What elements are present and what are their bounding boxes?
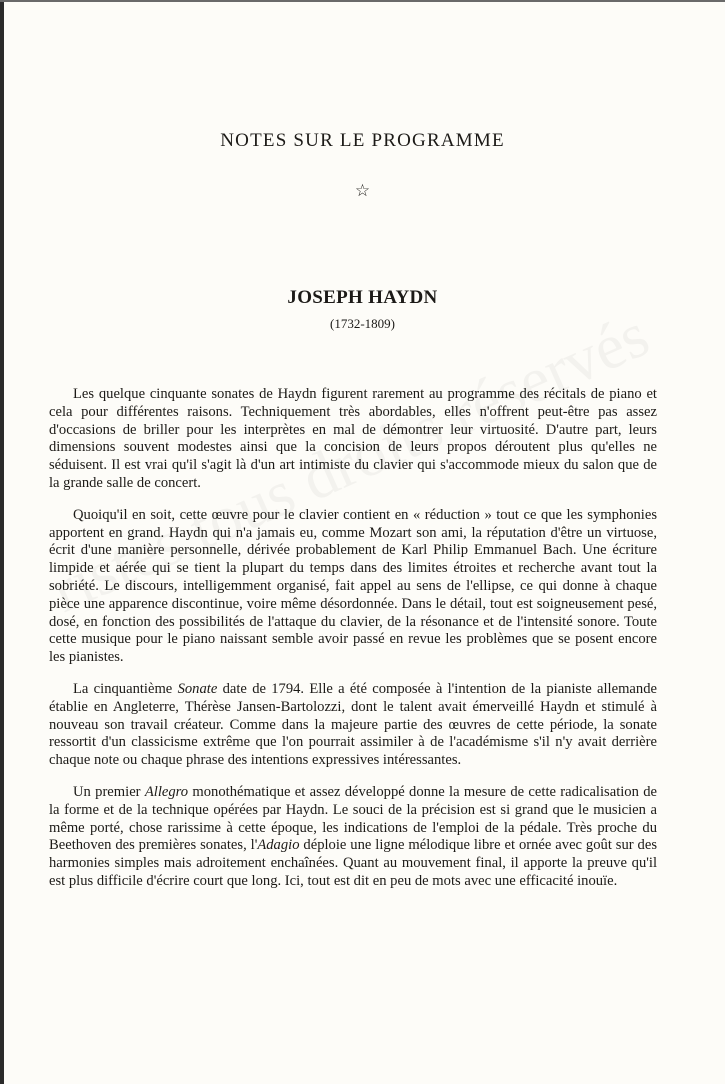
movement-allegro: Allegro [144,783,189,800]
paragraph-text: monothématique et assez développé donne la mesure de cette radicalisation de la forme et de la technique opérées par Haydn. Le souci de la précision est si grand que le musicien a même porté, chose rarissime à cette époque, les indications de l'emploi de la pédale. Très proche du Beethoven des premières sonates, l' [49,783,657,854]
scan-left-edge [0,0,4,1084]
page-title: NOTES SUR LE PROGRAMME [220,130,505,151]
paragraph-text: Quoiqu'il en soit, cette œuvre pour le clavier contient en « réduction » tout ce que les symphonies apportent en grand. Haydn qui n'a jamais eu, comme Mozart son ami, la réputation d'être un virtuose, écrit d'une manière personnelle, dérivée probablement de Karl Philip Emmanuel Bach. Une écriture limpide et aérée qui se tient la plupart du temps dans des limites étroites et recherche avant tout la sobriété. Le discours, intelligemment organisé, fait appel au sens de l'ellipse, ce qui donne à chaque pièce une apparence discontinue, voire même désordonnée. Dans le détail, tout est soigneusement pesé, dosé, en fonction des possibilités de l'attaque du clavier, de la résonance et de l'intensité sonore. Toute cette musique pour le piano naissant semble avoir passé en revue les problèmes que se posent encore les pianistes. [49,506,657,666]
paragraph-text: La cinquantième [73,680,178,697]
paragraph-text: date de 1794. Elle a été composée à l'intention de la pianiste allemande établie en Angleterre, Thérèse Jansen-Bartolozzi, dont le talent avait émerveillé Haydn et stimulé à nouveau son travail créateur. Comme dans la majeure partie des œuvres de cette période, la sonate ressortit d'un classicisme extrême que l'on pourrait assimiler à de l'académisme s'il n'y avait derrière chaque note ou chaque phrase des intentions expressives intéressantes. [49,680,657,769]
paragraph-1 [49,386,657,493]
composer-dates: (1732-1809) [330,316,395,331]
article-body [49,386,657,905]
scan-top-edge [0,0,725,2]
movement-adagio: Adagio [257,837,300,854]
paragraph-text: déploie une ligne mélodique libre et ornée avec goût sur des harmonies simples mais adroitement enchaînées. Quant au mouvement final, il apporte la preuve qu'il est plus difficile d'écrire court que long. Ici, tout est dit en peu de mots avec une efficacité inouïe. [49,837,657,889]
work-title-sonate: Sonate [177,680,218,697]
paragraph-4 [49,784,657,891]
composer-name: JOSEPH HAYDN [287,287,438,308]
paragraph-2 [49,507,657,667]
paragraph-text: Les quelque cinquante sonates de Haydn figurent rarement au programme des récitals de piano et cela pour différentes raisons. Techniquement très abordables, elles n'offrent peut-être pas assez d'occasions de briller pour les interprètes en mal de démontrer leur virtuosité. D'autre part, leurs dimensions souvent modestes ainsi que la concision de leurs propos déroutent plus qu'elles ne séduisent. Il est vrai qu'il s'agit là d'un art intimiste du clavier qui s'accommode mieux du salon que de la grande salle de concert. [49,386,657,491]
paragraph-text: Un premier [73,783,145,800]
star-icon: ☆ [354,181,371,201]
paragraph-3 [49,681,657,770]
